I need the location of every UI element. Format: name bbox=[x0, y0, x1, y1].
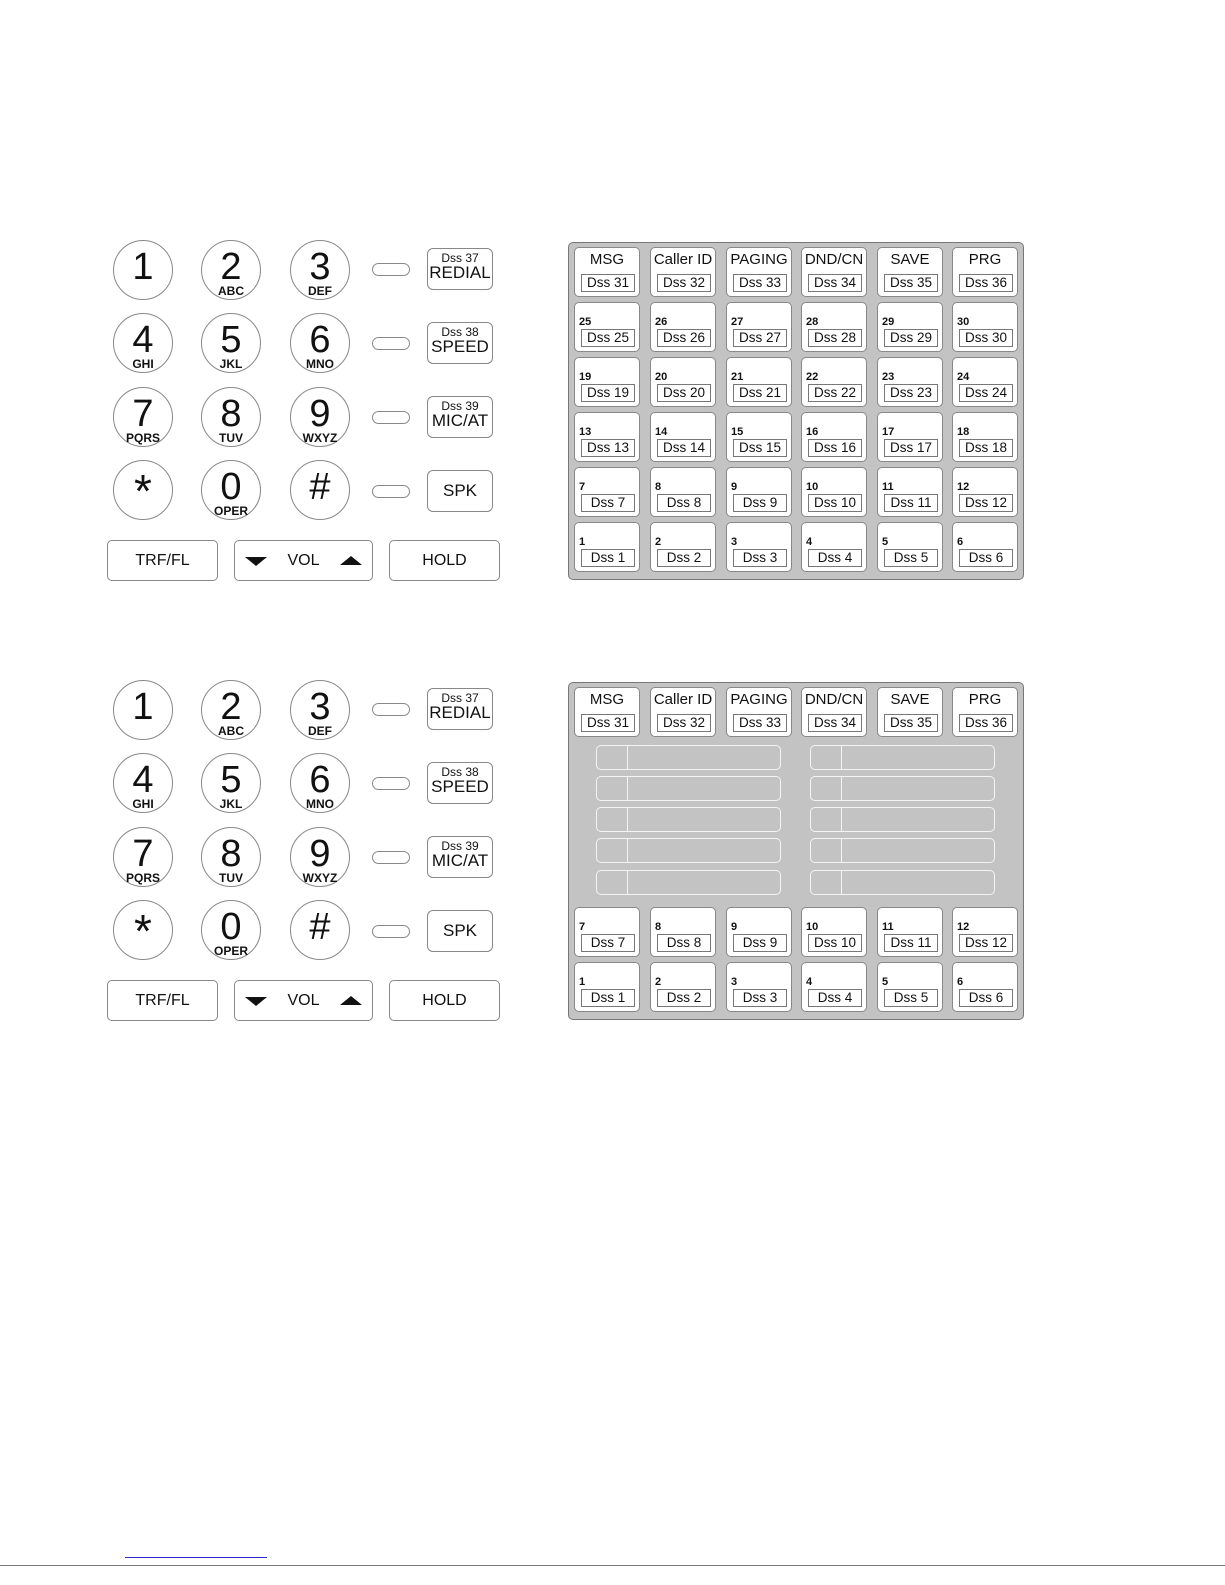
blank-label-strip bbox=[596, 776, 781, 801]
key-digit: # bbox=[309, 906, 331, 948]
key-digit: 9 bbox=[309, 833, 331, 875]
dss-function-label: MSG bbox=[589, 251, 625, 268]
keypad-key-3[interactable] bbox=[290, 680, 350, 740]
dss-key-number: 7 bbox=[579, 921, 586, 933]
keypad-key-star[interactable] bbox=[113, 460, 173, 520]
strip-divider bbox=[627, 777, 628, 800]
dss-key-10[interactable] bbox=[801, 467, 867, 517]
dss-key-2[interactable] bbox=[650, 962, 716, 1012]
dss-label-strip: Dss 15 bbox=[733, 439, 787, 457]
dss-key-number: 23 bbox=[882, 371, 895, 383]
keypad-key-6[interactable] bbox=[290, 313, 350, 373]
dss-key-19[interactable] bbox=[574, 357, 640, 407]
dss-key-11[interactable] bbox=[877, 907, 943, 957]
dss-function-label: Caller ID bbox=[653, 691, 713, 708]
function-key-label: SPEED bbox=[431, 337, 489, 356]
key-digit: 5 bbox=[220, 319, 242, 361]
volume-label: VOL bbox=[287, 552, 320, 569]
dss-function-label: PRG bbox=[968, 251, 1002, 268]
dss-label-strip: Dss 23 bbox=[884, 384, 938, 402]
dss-label-strip: Dss 14 bbox=[657, 439, 711, 457]
dss-key-number: 30 bbox=[957, 316, 970, 328]
dss-key-5[interactable] bbox=[877, 962, 943, 1012]
dss-key-number: 7 bbox=[579, 481, 586, 493]
dss-label-strip: Dss 35 bbox=[884, 274, 938, 292]
key-letters: ABC bbox=[218, 284, 244, 298]
dss-key-number: 8 bbox=[655, 921, 662, 933]
keypad-key-5[interactable] bbox=[201, 313, 261, 373]
dss-key-17[interactable] bbox=[877, 412, 943, 462]
dss-label-strip: Dss 10 bbox=[808, 934, 862, 952]
dss-key-15[interactable] bbox=[726, 412, 792, 462]
key-letters: DEF bbox=[308, 284, 332, 298]
dss-key-number: 12 bbox=[957, 921, 970, 933]
keypad-key-4[interactable] bbox=[113, 313, 173, 373]
dss-key-12[interactable] bbox=[952, 907, 1018, 957]
key-digit: * bbox=[134, 905, 152, 957]
strip-divider bbox=[627, 839, 628, 862]
key-letters: PQRS bbox=[125, 871, 160, 885]
dss-key-2[interactable] bbox=[650, 522, 716, 572]
dss-label-strip: Dss 21 bbox=[733, 384, 787, 402]
dss-label-strip: Dss 33 bbox=[733, 274, 787, 292]
dss-label-strip: Dss 36 bbox=[959, 274, 1013, 292]
dss-key-26[interactable] bbox=[650, 302, 716, 352]
key-letters: OPER bbox=[213, 504, 248, 518]
dss-key-number: 11 bbox=[882, 481, 894, 493]
footnote-separator bbox=[125, 1557, 267, 1558]
hold-button[interactable]: HOLD bbox=[389, 980, 500, 1021]
dss-label-strip: Dss 35 bbox=[884, 714, 938, 732]
dss-key-number: 4 bbox=[806, 976, 813, 988]
dss-label-strip: Dss 26 bbox=[657, 329, 711, 347]
dss-label-strip: Dss 5 bbox=[884, 549, 938, 567]
key-digit: 9 bbox=[309, 393, 331, 435]
function-key-redial[interactable] bbox=[427, 688, 493, 730]
dss-label-strip: Dss 20 bbox=[657, 384, 711, 402]
led-indicator bbox=[372, 703, 410, 716]
key-digit: 4 bbox=[132, 319, 154, 361]
dss-key-16[interactable] bbox=[801, 412, 867, 462]
key-digit: 5 bbox=[220, 759, 242, 801]
dss-label-strip: Dss 33 bbox=[733, 714, 787, 732]
dss-label-strip: Dss 5 bbox=[884, 989, 938, 1007]
function-key-mic-at[interactable] bbox=[427, 836, 493, 878]
key-letters: DEF bbox=[308, 724, 332, 738]
dss-key-10[interactable] bbox=[801, 907, 867, 957]
dss-key-number: 10 bbox=[806, 921, 819, 933]
volume-up-icon[interactable] bbox=[340, 556, 362, 565]
function-key-speed[interactable] bbox=[427, 322, 493, 364]
dss-label-strip: Dss 10 bbox=[808, 494, 862, 512]
page-bottom-rule bbox=[0, 1565, 1225, 1566]
dss-key-number: 4 bbox=[806, 536, 813, 548]
dss-label-strip: Dss 34 bbox=[808, 714, 862, 732]
key-digit: 1 bbox=[132, 246, 154, 288]
dss-key-18[interactable] bbox=[952, 412, 1018, 462]
dss-label-strip: Dss 17 bbox=[884, 439, 938, 457]
dss-label-strip: Dss 13 bbox=[581, 439, 635, 457]
dss-key-20[interactable] bbox=[650, 357, 716, 407]
dss-key-8[interactable] bbox=[650, 467, 716, 517]
keypad-key-7[interactable] bbox=[113, 827, 173, 887]
dss-key-number: 3 bbox=[731, 976, 738, 988]
dss-key-23[interactable] bbox=[877, 357, 943, 407]
dss-label-strip: Dss 6 bbox=[959, 989, 1013, 1007]
strip-divider bbox=[627, 871, 628, 894]
dss-label-strip: Dss 8 bbox=[657, 934, 711, 952]
dss-key-25[interactable] bbox=[574, 302, 640, 352]
keypad-key-5[interactable] bbox=[201, 753, 261, 813]
dss-key-number: 10 bbox=[806, 481, 819, 493]
function-key-spk[interactable] bbox=[427, 910, 493, 952]
dss-function-label: SAVE bbox=[890, 691, 930, 708]
strip-divider bbox=[841, 808, 842, 831]
dss-key-6[interactable] bbox=[952, 962, 1018, 1012]
key-digit: 3 bbox=[309, 246, 331, 288]
function-key-dss-number: Dss 38 bbox=[441, 325, 479, 339]
dss-function-label: DND/CN bbox=[804, 251, 864, 268]
dss-key-4[interactable] bbox=[801, 962, 867, 1012]
function-key-label: MIC/AT bbox=[431, 851, 489, 870]
dss-key-5[interactable] bbox=[877, 522, 943, 572]
dss-key-number: 1 bbox=[579, 976, 586, 988]
dss-label-strip: Dss 18 bbox=[959, 439, 1013, 457]
dss-function-label: SAVE bbox=[890, 251, 930, 268]
function-key-mic-at[interactable] bbox=[427, 396, 493, 438]
key-digit: 3 bbox=[309, 686, 331, 728]
blank-label-strip bbox=[810, 870, 995, 895]
dss-label-strip: Dss 6 bbox=[959, 549, 1013, 567]
dss-label-strip: Dss 9 bbox=[733, 934, 787, 952]
dss-key-caller-id[interactable] bbox=[650, 247, 716, 297]
led-indicator bbox=[372, 337, 410, 350]
function-key-dss-number: Dss 39 bbox=[441, 839, 479, 853]
function-key-dss-number: Dss 38 bbox=[441, 765, 479, 779]
blank-label-strip bbox=[810, 776, 995, 801]
dss-label-strip: Dss 31 bbox=[581, 714, 635, 732]
dss-function-label: DND/CN bbox=[804, 691, 864, 708]
dss-key-number: 2 bbox=[655, 536, 662, 548]
dss-key-number: 21 bbox=[731, 371, 744, 383]
dss-key-14[interactable] bbox=[650, 412, 716, 462]
led-indicator bbox=[372, 485, 410, 498]
dss-key-number: 1 bbox=[579, 536, 586, 548]
led-indicator bbox=[372, 411, 410, 424]
dss-key-number: 9 bbox=[731, 481, 738, 493]
dss-key-number: 28 bbox=[806, 316, 819, 328]
key-letters: GHI bbox=[132, 797, 154, 811]
keypad-key-9[interactable] bbox=[290, 827, 350, 887]
volume-label: VOL bbox=[287, 992, 320, 1009]
dss-label-strip: Dss 27 bbox=[733, 329, 787, 347]
dss-key-number: 11 bbox=[882, 921, 894, 933]
dss-label-strip: Dss 30 bbox=[959, 329, 1013, 347]
dss-label-strip: Dss 8 bbox=[657, 494, 711, 512]
dss-label-strip: Dss 16 bbox=[808, 439, 862, 457]
dss-label-strip: Dss 1 bbox=[581, 989, 635, 1007]
dss-key-number: 6 bbox=[957, 976, 964, 988]
key-letters: PQRS bbox=[125, 431, 160, 445]
dss-key-3[interactable] bbox=[726, 522, 792, 572]
dss-label-strip: Dss 2 bbox=[657, 549, 711, 567]
led-indicator bbox=[372, 851, 410, 864]
dss-key-6[interactable] bbox=[952, 522, 1018, 572]
keypad-key-4[interactable] bbox=[113, 753, 173, 813]
dss-key-number: 20 bbox=[655, 371, 668, 383]
dss-key-save[interactable] bbox=[877, 687, 943, 737]
key-letters: WXYZ bbox=[302, 871, 338, 885]
dss-label-strip: Dss 31 bbox=[581, 274, 635, 292]
dss-key-12[interactable] bbox=[952, 467, 1018, 517]
dss-key-4[interactable] bbox=[801, 522, 867, 572]
dss-label-strip: Dss 11 bbox=[884, 934, 938, 952]
key-digit: 6 bbox=[309, 319, 331, 361]
key-digit: 4 bbox=[132, 759, 154, 801]
dss-key-1[interactable] bbox=[574, 962, 640, 1012]
dss-key-3[interactable] bbox=[726, 962, 792, 1012]
dss-console bbox=[568, 682, 1024, 1020]
dss-function-label: MSG bbox=[589, 691, 625, 708]
dss-key-13[interactable] bbox=[574, 412, 640, 462]
strip-divider bbox=[841, 746, 842, 769]
led-indicator bbox=[372, 777, 410, 790]
function-key-label: SPK bbox=[442, 921, 478, 940]
dss-key-number: 5 bbox=[882, 976, 889, 988]
dss-label-strip: Dss 32 bbox=[657, 274, 711, 292]
key-letters: MNO bbox=[306, 797, 334, 811]
dss-key-7[interactable] bbox=[574, 467, 640, 517]
keypad-key-8[interactable] bbox=[201, 387, 261, 447]
dss-function-label: PRG bbox=[968, 691, 1002, 708]
dss-function-label: Caller ID bbox=[653, 251, 713, 268]
dss-key-number: 19 bbox=[579, 371, 592, 383]
dss-key-number: 29 bbox=[882, 316, 895, 328]
dss-key-dnd-cn[interactable] bbox=[801, 247, 867, 297]
dss-key-number: 24 bbox=[957, 371, 970, 383]
keypad-key-star[interactable] bbox=[113, 900, 173, 960]
dss-label-strip: Dss 12 bbox=[959, 934, 1013, 952]
key-letters: GHI bbox=[132, 357, 154, 371]
blank-label-strip bbox=[596, 838, 781, 863]
strip-divider bbox=[627, 746, 628, 769]
dss-function-label: PAGING bbox=[730, 251, 788, 268]
dss-label-strip: Dss 12 bbox=[959, 494, 1013, 512]
dss-label-strip: Dss 34 bbox=[808, 274, 862, 292]
keypad-key-3[interactable] bbox=[290, 240, 350, 300]
function-key-label: MIC/AT bbox=[431, 411, 489, 430]
dss-label-strip: Dss 36 bbox=[959, 714, 1013, 732]
blank-label-strip bbox=[810, 838, 995, 863]
key-digit: # bbox=[309, 466, 331, 508]
dss-key-number: 2 bbox=[655, 976, 662, 988]
volume-up-icon[interactable] bbox=[340, 996, 362, 1005]
dss-label-strip: Dss 4 bbox=[808, 989, 862, 1007]
dss-key-number: 9 bbox=[731, 921, 738, 933]
dss-label-strip: Dss 4 bbox=[808, 549, 862, 567]
dss-key-prg[interactable] bbox=[952, 247, 1018, 297]
dss-key-30[interactable] bbox=[952, 302, 1018, 352]
dss-key-number: 17 bbox=[882, 426, 895, 438]
dss-key-msg[interactable] bbox=[574, 247, 640, 297]
blank-label-strip bbox=[596, 807, 781, 832]
keypad-key-0[interactable] bbox=[201, 460, 261, 520]
dss-key-number: 8 bbox=[655, 481, 662, 493]
function-key-label: SPK bbox=[442, 481, 478, 500]
key-letters: OPER bbox=[213, 944, 248, 958]
dss-key-dnd-cn[interactable] bbox=[801, 687, 867, 737]
dss-key-21[interactable] bbox=[726, 357, 792, 407]
keypad-key-8[interactable] bbox=[201, 827, 261, 887]
function-key-dss-number: Dss 39 bbox=[441, 399, 479, 413]
dss-key-number: 13 bbox=[579, 426, 592, 438]
dss-key-number: 22 bbox=[806, 371, 819, 383]
dss-key-msg[interactable] bbox=[574, 687, 640, 737]
blank-label-strip bbox=[810, 807, 995, 832]
dss-key-28[interactable] bbox=[801, 302, 867, 352]
dss-key-prg[interactable] bbox=[952, 687, 1018, 737]
dss-label-strip: Dss 1 bbox=[581, 549, 635, 567]
dss-key-1[interactable] bbox=[574, 522, 640, 572]
dss-label-strip: Dss 28 bbox=[808, 329, 862, 347]
dss-label-strip: Dss 2 bbox=[657, 989, 711, 1007]
key-digit: 7 bbox=[132, 393, 154, 435]
dss-key-27[interactable] bbox=[726, 302, 792, 352]
hold-button[interactable]: HOLD bbox=[389, 540, 500, 581]
dss-key-number: 15 bbox=[731, 426, 744, 438]
dss-key-number: 3 bbox=[731, 536, 738, 548]
function-key-label: REDIAL bbox=[429, 263, 491, 282]
keypad-key-hash[interactable] bbox=[290, 460, 350, 520]
strip-divider bbox=[841, 871, 842, 894]
dss-function-label: PAGING bbox=[730, 691, 788, 708]
key-digit: 0 bbox=[220, 906, 242, 948]
keypad-key-9[interactable] bbox=[290, 387, 350, 447]
dss-label-strip: Dss 7 bbox=[581, 934, 635, 952]
key-letters: WXYZ bbox=[302, 431, 338, 445]
dss-key-paging[interactable] bbox=[726, 247, 792, 297]
dss-key-caller-id[interactable] bbox=[650, 687, 716, 737]
dss-key-save[interactable] bbox=[877, 247, 943, 297]
keypad-key-2[interactable] bbox=[201, 680, 261, 740]
key-letters: JKL bbox=[219, 357, 243, 371]
key-digit: 2 bbox=[220, 686, 242, 728]
blank-label-strip bbox=[596, 870, 781, 895]
function-key-label: REDIAL bbox=[429, 703, 491, 722]
key-digit: 1 bbox=[132, 686, 154, 728]
key-digit: 8 bbox=[220, 833, 242, 875]
dss-key-number: 27 bbox=[731, 316, 744, 328]
dss-key-22[interactable] bbox=[801, 357, 867, 407]
dss-key-29[interactable] bbox=[877, 302, 943, 352]
keypad-key-6[interactable] bbox=[290, 753, 350, 813]
volume-rocker[interactable] bbox=[234, 980, 373, 1021]
dss-label-strip: Dss 25 bbox=[581, 329, 635, 347]
dss-key-number: 26 bbox=[655, 316, 668, 328]
dss-key-number: 14 bbox=[655, 426, 668, 438]
dss-console bbox=[568, 242, 1024, 580]
dss-label-strip: Dss 29 bbox=[884, 329, 938, 347]
phone-layout-full-dss bbox=[105, 240, 1030, 585]
function-key-label: SPEED bbox=[431, 777, 489, 796]
dss-key-7[interactable] bbox=[574, 907, 640, 957]
dss-label-strip: Dss 7 bbox=[581, 494, 635, 512]
key-letters: TUV bbox=[219, 431, 243, 445]
keypad-key-hash[interactable] bbox=[290, 900, 350, 960]
key-digit: 7 bbox=[132, 833, 154, 875]
volume-rocker[interactable] bbox=[234, 540, 373, 581]
key-letters: MNO bbox=[306, 357, 334, 371]
key-digit: 2 bbox=[220, 246, 242, 288]
dss-label-strip: Dss 9 bbox=[733, 494, 787, 512]
dss-label-strip: Dss 3 bbox=[733, 989, 787, 1007]
strip-divider bbox=[627, 808, 628, 831]
dss-key-9[interactable] bbox=[726, 907, 792, 957]
key-digit: * bbox=[134, 465, 152, 517]
function-key-redial[interactable] bbox=[427, 248, 493, 290]
dss-key-number: 16 bbox=[806, 426, 819, 438]
function-key-dss-number: Dss 37 bbox=[441, 251, 479, 265]
keypad-key-0[interactable] bbox=[201, 900, 261, 960]
function-key-speed[interactable] bbox=[427, 762, 493, 804]
dss-key-number: 5 bbox=[882, 536, 889, 548]
dss-key-number: 12 bbox=[957, 481, 970, 493]
keypad-key-1[interactable] bbox=[113, 240, 173, 300]
strip-divider bbox=[841, 839, 842, 862]
blank-label-strip bbox=[810, 745, 995, 770]
dss-key-9[interactable] bbox=[726, 467, 792, 517]
dss-label-strip: Dss 24 bbox=[959, 384, 1013, 402]
dss-key-11[interactable] bbox=[877, 467, 943, 517]
phone-layout-lcd-dss bbox=[105, 680, 1030, 1025]
keypad-key-7[interactable] bbox=[113, 387, 173, 447]
dss-label-strip: Dss 3 bbox=[733, 549, 787, 567]
dss-key-number: 6 bbox=[957, 536, 964, 548]
dss-key-number: 18 bbox=[957, 426, 970, 438]
key-digit: 0 bbox=[220, 466, 242, 508]
dss-key-8[interactable] bbox=[650, 907, 716, 957]
dss-label-strip: Dss 11 bbox=[884, 494, 938, 512]
keypad-key-2[interactable] bbox=[201, 240, 261, 300]
keypad-key-1[interactable] bbox=[113, 680, 173, 740]
dss-label-strip: Dss 19 bbox=[581, 384, 635, 402]
key-letters: TUV bbox=[219, 871, 243, 885]
dss-label-strip: Dss 22 bbox=[808, 384, 862, 402]
key-digit: 6 bbox=[309, 759, 331, 801]
dss-label-strip: Dss 32 bbox=[657, 714, 711, 732]
dss-key-paging[interactable] bbox=[726, 687, 792, 737]
key-digit: 8 bbox=[220, 393, 242, 435]
dss-key-number: 25 bbox=[579, 316, 592, 328]
trf-fl-button[interactable]: TRF/FL bbox=[107, 980, 218, 1021]
function-key-spk[interactable] bbox=[427, 470, 493, 512]
function-key-dss-number: Dss 37 bbox=[441, 691, 479, 705]
strip-divider bbox=[841, 777, 842, 800]
key-letters: JKL bbox=[219, 797, 243, 811]
led-indicator bbox=[372, 263, 410, 276]
led-indicator bbox=[372, 925, 410, 938]
key-letters: ABC bbox=[218, 724, 244, 738]
dss-key-24[interactable] bbox=[952, 357, 1018, 407]
trf-fl-button[interactable]: TRF/FL bbox=[107, 540, 218, 581]
blank-label-strip bbox=[596, 745, 781, 770]
